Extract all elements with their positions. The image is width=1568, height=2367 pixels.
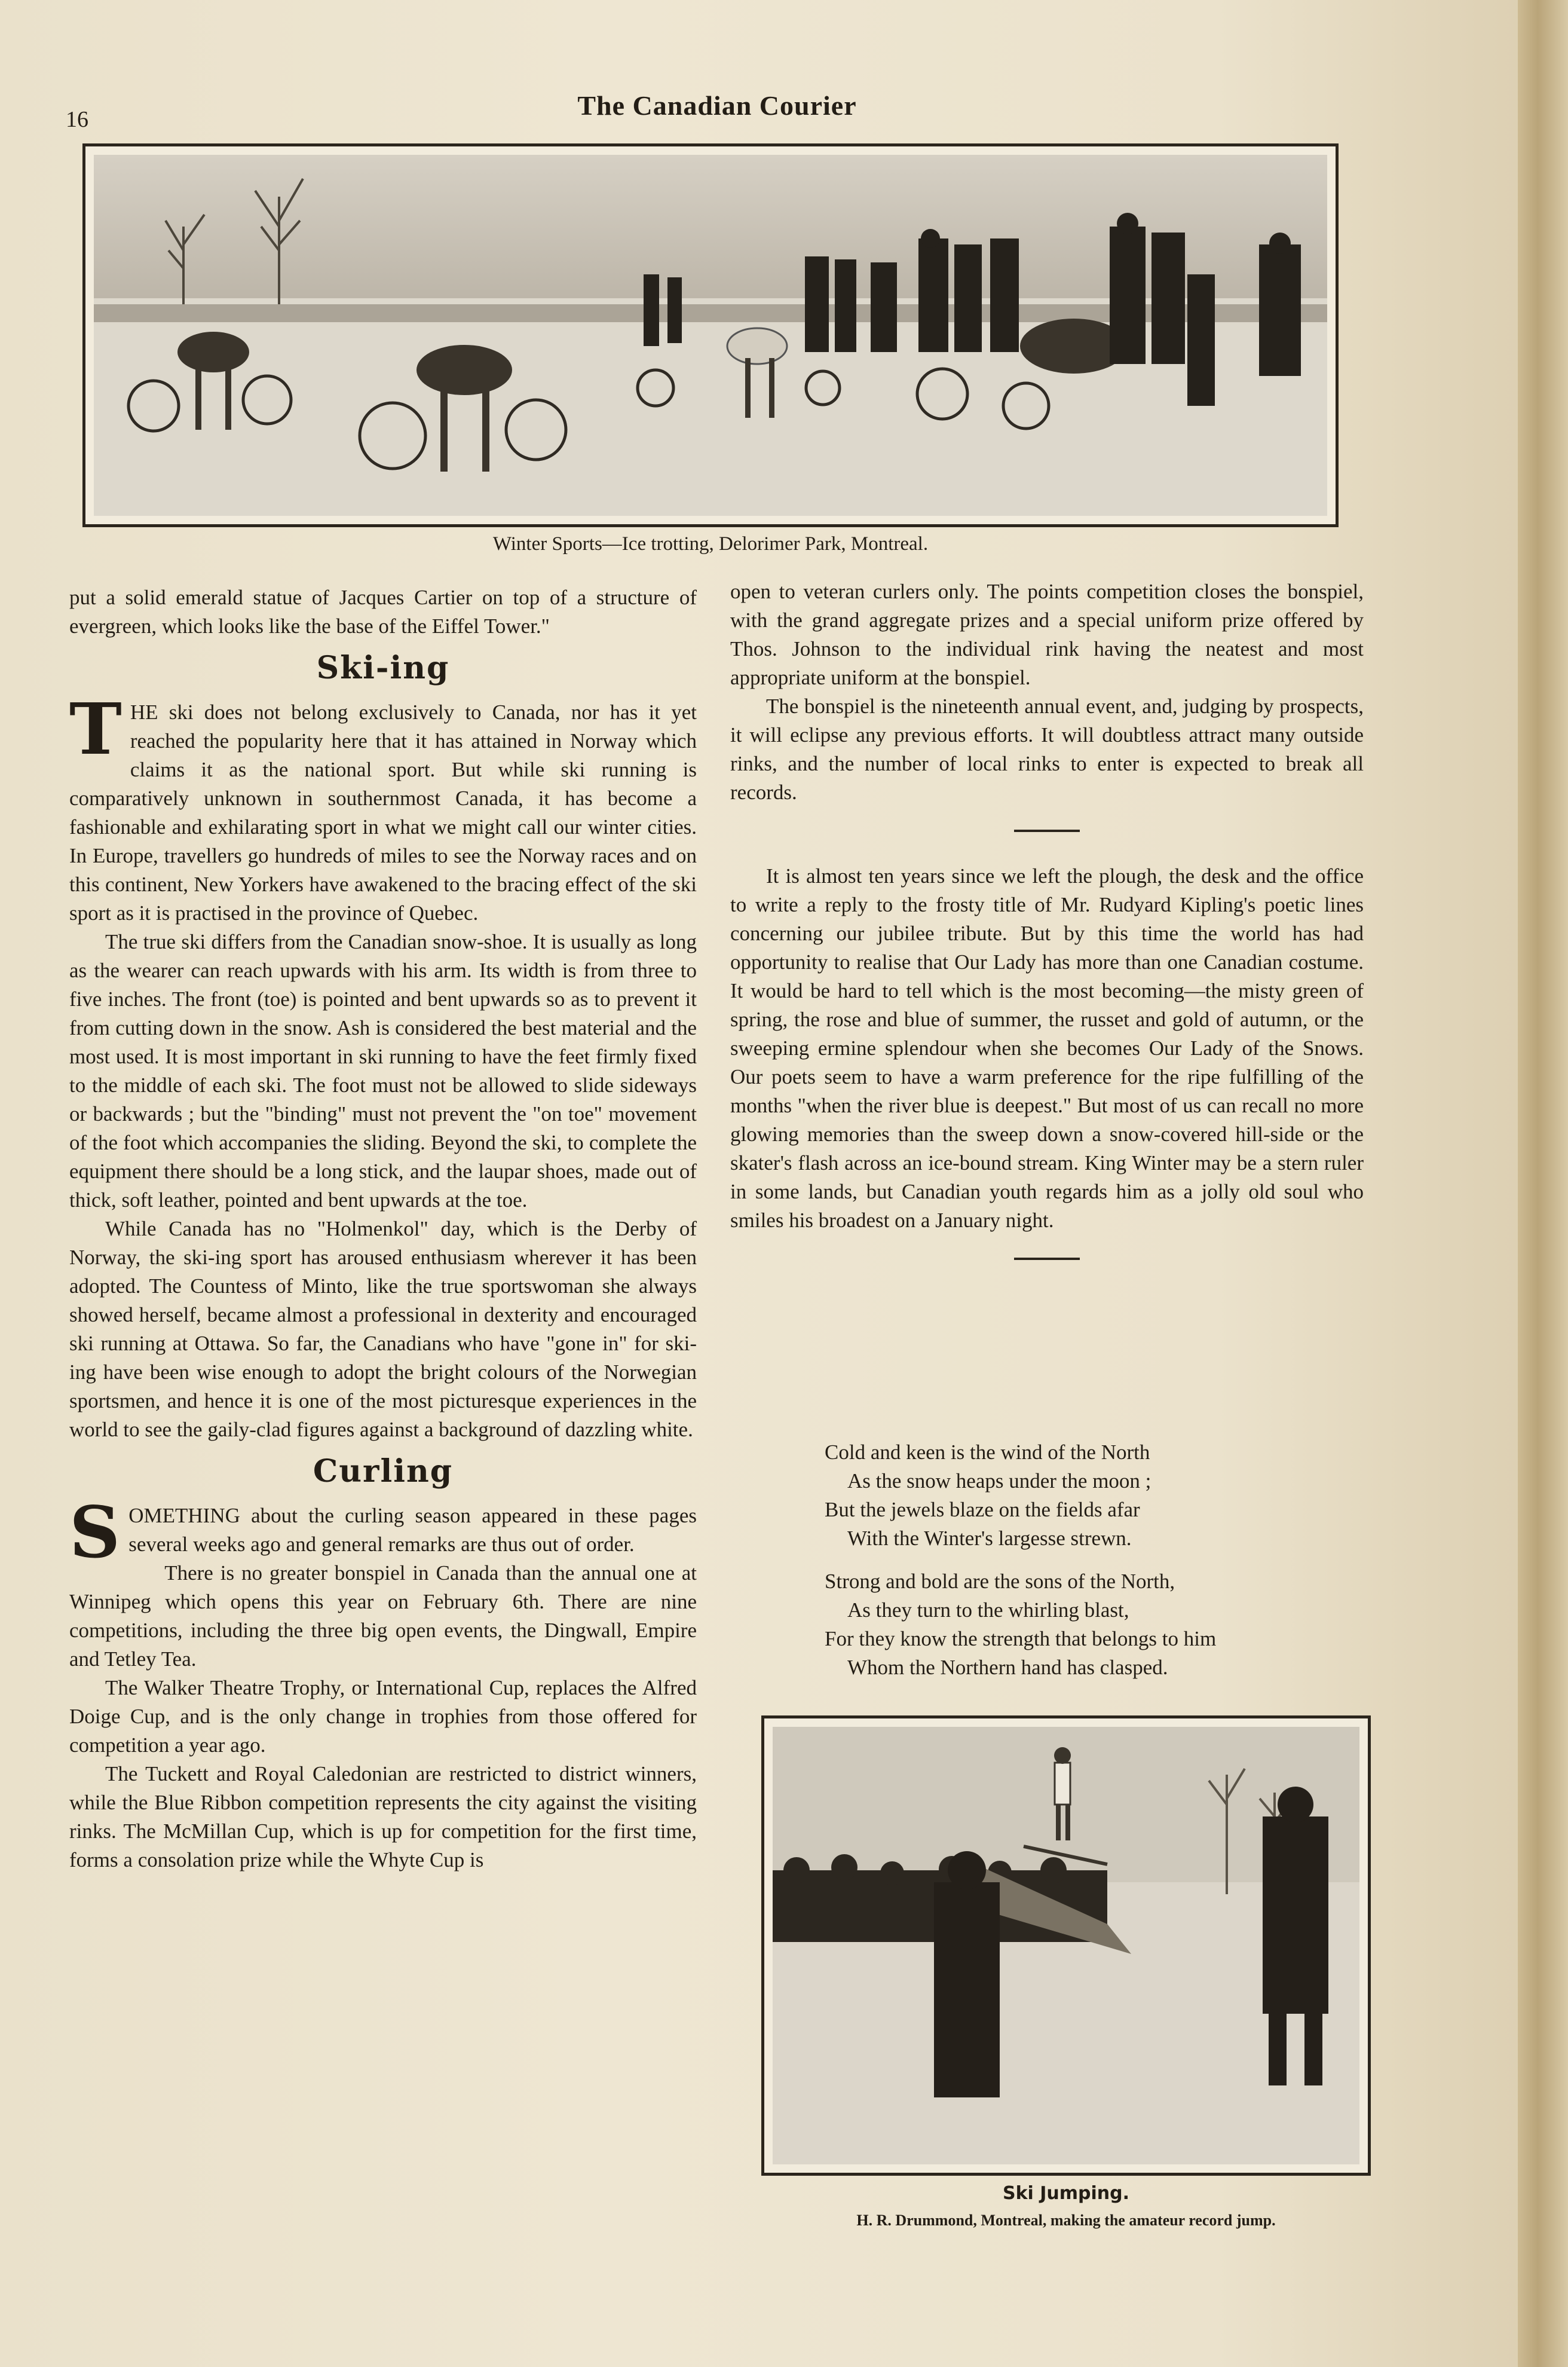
ski-jumping-caption-sub: H. R. Drummond, Montreal, making the amateur record jump. [856, 2212, 1276, 2229]
skiing-dropcap: T [69, 687, 122, 770]
page-number: 16 [66, 107, 88, 132]
section-divider-2 [1014, 1258, 1080, 1260]
left-column [69, 583, 697, 1874]
curling-dropcap: S [69, 1491, 121, 1574]
skiing-paragraph-2: The true ski differs from the Canadian snow-shoe. It is usually as long as the wearer can reach upwards with his arm. Its width is from three to five inches. The front (toe) is pointed and bent upwards so as to prevent it from cutting down in the snow. Ash is considered the best material and the most used. It is most important in ski running to have the feet firmly fixed to the middle of each ski. The foot must not be allowed to slide sideways or backwards ; but the "binding" must not prevent the "on toe" movement of the foot which accompanies the sliding. Beyond the ski, to complete the equipment there should be a long stick, and the laupar shoes, made out of thick, soft leather, pointed and bent upwards at the toe. [69, 930, 697, 1212]
poem-line-2: As the snow heaps under the moon ; [847, 1469, 1152, 1493]
section-divider-1 [1014, 830, 1080, 832]
curling-paragraph-2: There is no greater bonspiel in Canada than the annual one at Winnipeg which opens this year on February 6th. There are nine competitions, including the three big open events, the Dingwall, Empire and Tetley Tea. [69, 1561, 697, 1671]
masthead-title: The Canadian Courier [577, 90, 857, 121]
curling-paragraph-1 [69, 1491, 697, 1574]
poem-line-1: Cold and keen is the wind of the North [825, 1441, 1150, 1464]
right-paragraph-3: It is almost ten years since we left the plough, the desk and the office to write a reply to the frosty title of Mr. Rudyard Kipling's poetic lines concerning our jubilee tribute. But by this time the world has had opportunity to realise that Our Lady has more than one Canadian costume. It would be hard to tell which is the most becoming—the misty green of spring, the rose and blue of summer, the russet and gold of autumn, or the sweeping ermine splendour when she becomes Our Lady of the Snows. Our poets seem to have a warm preference for the ripe fulfilling of the months "when the river blue is deepest." But most of us can recall no more glowing memories than the sweep down a snow-covered hill-side or the skater's flash across an ice-bound stream. King Winter may be a stern ruler in some lands, but Canadian youth regards him as a jolly old soul who smiles his broadest on a January night. [730, 864, 1364, 1232]
curling-paragraph-3: The Walker Theatre Trophy, or International Cup, replaces the Alfred Doige Cup, and is the only change in trophies from those offered for competition a year ago. [69, 1676, 697, 1757]
curling-heading: Curling [313, 1453, 454, 1490]
curling-paragraph-1-text: OMETHING about the curling season appeared in these pages several weeks ago and general remarks are thus out of order. [128, 1504, 697, 1556]
page-binding-edge [1518, 0, 1568, 2367]
ice-trotting-photo [82, 143, 1339, 527]
skiing-paragraph-1 [69, 687, 697, 928]
poem [825, 1438, 1362, 1682]
poem-line-5: Strong and bold are the sons of the North, [825, 1570, 1175, 1593]
poem-line-4: With the Winter's largesse strewn. [847, 1527, 1132, 1550]
curling-paragraph-4: The Tuckett and Royal Caledonian are restricted to district winners, while the Blue Ribbon competition represents the city against the visiting rinks. The McMillan Cup, which is up for competition for the first time, forms a consolation prize while the Whyte Cup is [69, 1762, 697, 1871]
poem-line-8: Whom the Northern hand has clasped. [847, 1656, 1168, 1679]
skiing-heading: Ski-ing [316, 650, 450, 686]
poem-line-3: But the jewels blaze on the fields afar [825, 1498, 1140, 1521]
poem-line-6: As they turn to the whirling blast, [847, 1598, 1129, 1622]
stanza-break [825, 1553, 1362, 1567]
right-paragraph-2: The bonspiel is the nineteenth annual event, and, judging by prospects, it will eclipse any previous efforts. It will doubtless attract many outside rinks, and the number of local rinks to enter is expected to break all records. [730, 695, 1364, 804]
top-photo-caption: Winter Sports—Ice trotting, Delorimer Park, Montreal. [492, 533, 929, 555]
right-column [730, 577, 1364, 1290]
ski-jumping-caption-title: Ski Jumping. [1002, 2183, 1130, 2204]
skiing-paragraph-1-text: HE ski does not belong exclusively to Canada, nor has it yet reached the popularity here that it has attained in Norway which claims it as the national sport. But while ski running is comparatively unknown in southernmost Canada, it has become a fashionable and exhilarating sport in what we might call our winter cities. In Europe, travellers go hundreds of miles to see the Norway races and on this continent, New Yorkers have awakened to the bracing effect of the ski sport as it is practised in the province of Quebec. [69, 701, 697, 925]
skiing-paragraph-3: While Canada has no "Holmenkol" day, which is the Derby of Norway, the ski-ing sport has aroused enthusiasm wherever it has been adopted. The Countess of Minto, like the true sportswoman she always showed herself, became almost a professional in dexterity and encouraged ski running at Ottawa. So far, the Canadians who have "gone in" for ski-ing have been wise enough to adopt the bright colours of the Norwegian sportsmen, and hence it is one of the most picturesque experiences in the world to see the gaily-clad figures against a background of dazzling white. [69, 1217, 697, 1441]
poem-line-7: For they know the strength that belongs to him [825, 1627, 1217, 1650]
intro-paragraph: put a solid emerald statue of Jacques Cartier on top of a structure of evergreen, which looks like the base of the Eiffel Tower." [69, 586, 697, 638]
ski-jumping-photo [761, 1715, 1371, 2176]
ski-jumping-image [773, 1727, 1359, 2164]
right-paragraph-1: open to veteran curlers only. The points competition closes the bonspiel, with the grand aggregate prizes and a special uniform prize offered by Thos. Johnson to the individual rink having the neatest and most appropriate uniform at the bonspiel. [730, 580, 1364, 689]
ice-trotting-image [94, 155, 1327, 516]
